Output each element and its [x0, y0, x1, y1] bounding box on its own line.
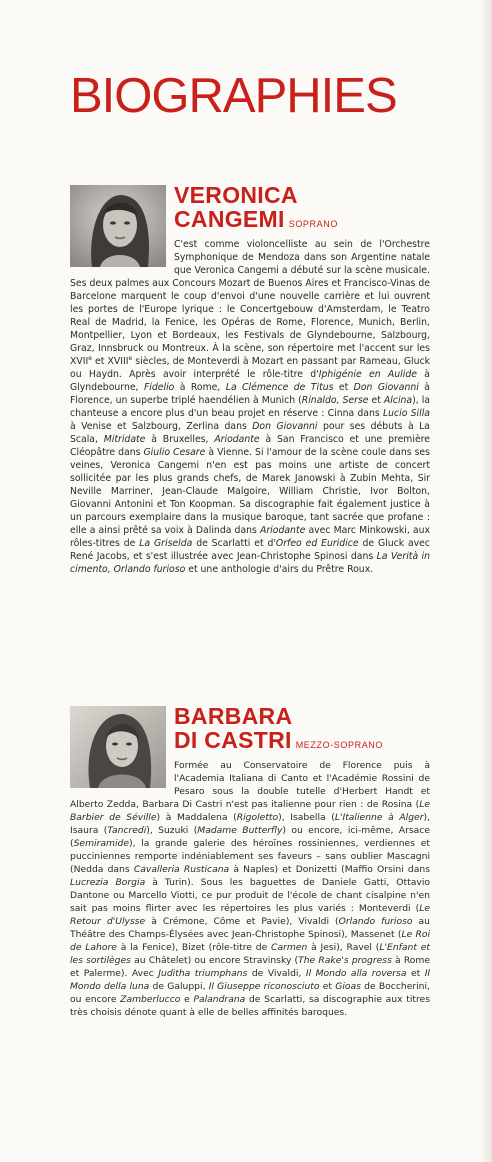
biography-text: Formée au Conservatoire de Florence puis à l'Academia Italiana di Canto et l'Académie Rossini de Pesaro sous la double tutelle d'Herbert Handt et Alberto Zedda, Barbara Di Castri n'est pas italienne pour rien : de Rosina (Le Barbier de Séville) à Maddalena (Rigoletto), Isabella (L'Italienne à Alger), Isaura (Tancredi), Suzuki (Madame Butterfly) ou encore, ici-même, Arsace (Semiramide), la grande galerie des héroïnes rossiniennes, verdiennes et pucciniennes remporte indéniablement ses faveurs – sans oublier Mascagni (Nedda dans Cavalleria Rusticana à Naples) et Donizetti (Maffio Orsini dans Lucrezia Borgia à Turin). Sous les baguettes de Daniele Gatti, Ottavio Dantone ou Marcello Viotti, ce pur produit de l'école de chant cisalpine n'en sait pas moins flirter avec les répertoires les plus variés : Monteverdi (Le Retour d'Ulysse à Crémone, Côme et Pavie), Vivaldi (Orlando furioso au Théâtre des Champs-Élysées avec Jean-Christophe Spinosi), Massenet (Le Roi de Lahore à la Fenice), Bizet (rôle-titre de Carmen à Jesi), Ravel (L'Enfant et les sortilèges au Châtelet) ou encore Stravinsky (The Rake's progress à Rome et Palerme). Avec Juditha triumphans de Vivaldi, Il Mondo alla roversa et Il Mondo della luna de Galuppi, Il Giuseppe riconosciuto et Gioas de Boccherini, ou encore Zamberlucco e Palandrana de Scarlatti, sa discographie aux titres très choisis dénote quant à elle de belles affinités baroques.: [70, 760, 431, 1018]
portrait-photo: [70, 185, 166, 267]
biography-barbara-di-castri: [70, 704, 430, 1019]
voice-type: SOPRANO: [288, 219, 338, 229]
name-line-1: VERONICA: [174, 182, 298, 208]
biography-text: C'est comme violoncelliste au sein de l'Orchestre Symphonique de Mendoza dans son Argentine natale que Veronica Cangemi a débuté sur la scène musicale. Ses deux palmes aux Concours Mozart de Buenos Aires et Francisco-Vinas de Barcelone marquent le coup d'envoi d'une nouvelle carrière et lui ouvrent les portes de l'Europe lyrique : le Concertgebouw d'Amsterdam, le Teatro Real de Madrid, la Fenice, les Opéras de Rome, Florence, Munich, Berlin, Montpellier, Lyon et Bordeaux, les Festivals de Glyndebourne, Salzbourg, Graz, Innsbruck ou Montreux. À la scène, son répertoire met l'accent sur les XVIIe et XVIIIe siècles, de Monteverdi à Mozart en passant par Rameau, Gluck ou Haydn. Après avoir interprété le rôle-titre d'Iphigénie en Aulide à Glyndebourne, Fidelio à Rome, La Clémence de Titus et Don Giovanni à Florence, un superbe triplé haendélien à Munich (Rinaldo, Serse et Alcina), la chanteuse a encore plus d'un beau projet en réserve : Cinna dans Lucio Silla à Venise et Salzbourg, Zerlina dans Don Giovanni pour ses débuts à La Scala, Mitridate à Bruxelles, Ariodante à San Francisco et une première Cléopâtre dans Giulio Cesare à Vienne. Si l'amour de la scène coule dans ses veines, Veronica Cangemi n'en est pas moins une artiste de concert sollicitée par les plus grands chefs, de Marek Janowski à Zubin Mehta, Sir Neville Marriner, Jean-Claude Malgoire, William Christie, Ivor Bolton, Giovanni Antonini et Ton Koopman. Sa discographie fait également justice à un parcours exemplaire dans la musique baroque, tant sacrée que profane : elle a ainsi prêté sa voix à Dalinda dans Ariodante avec Marc Minkowski, aux rôles-titres de La Griselda de Scarlatti et d'Orfeo ed Euridice de Gluck avec René Jacobs, et s'est illustrée avec Jean-Christophe Spinosi dans La Verità in cimento, Orlando furioso et une anthologie d'airs du Prêtre Roux.: [70, 239, 431, 575]
name-line-2: CANGEMI: [174, 206, 285, 232]
biography-veronica-cangemi: [70, 183, 430, 576]
name-line-1: BARBARA: [174, 703, 293, 729]
voice-type: MEZZO-SOPRANO: [295, 740, 384, 750]
portrait-photo: [70, 706, 166, 788]
name-line-2: DI CASTRI: [174, 727, 292, 753]
page-edge: [480, 0, 492, 1162]
page-title: BIOGRAPHIES: [70, 69, 397, 123]
